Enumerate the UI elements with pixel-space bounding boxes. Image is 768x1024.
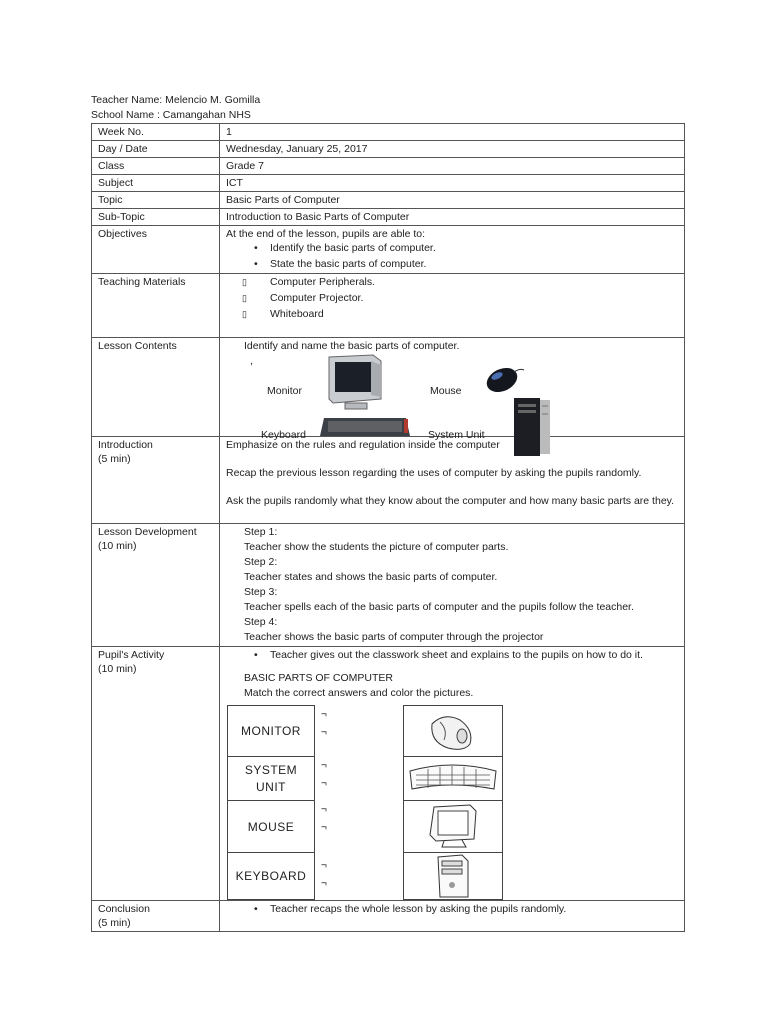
picture-cell	[404, 853, 503, 900]
mouse-image	[482, 358, 526, 396]
lesson-contents-figure	[220, 338, 684, 441]
label-keyboard: Keyboard	[261, 429, 306, 441]
introduction-p3: Ask the pupils randomly what they know about the computer and how many basic parts are they.	[226, 495, 675, 507]
matching-table	[227, 705, 503, 900]
conclusion-label: Conclusion	[98, 903, 150, 915]
date-label: Day / Date	[92, 141, 220, 158]
match-mark: ¬	[321, 777, 327, 789]
term-system-unit: SYSTEM UNIT	[228, 757, 315, 801]
development-line: Step 3:	[244, 586, 278, 598]
subtopic-value: Introduction to Basic Parts of Computer	[220, 209, 685, 226]
introduction-label: Introduction	[98, 439, 153, 451]
date-value: Wednesday, January 25, 2017	[220, 141, 685, 158]
materials-label: Teaching Materials	[92, 274, 220, 338]
match-mark: ¬	[321, 821, 327, 833]
development-line: Teacher show the students the picture of computer parts.	[244, 541, 509, 553]
introduction-time: (5 min)	[98, 453, 131, 465]
objectives-label: Objectives	[92, 226, 220, 274]
label-mouse: Mouse	[430, 385, 462, 397]
school-name: School Name : Camangahan NHS	[91, 109, 251, 121]
match-mark: ¬	[321, 759, 327, 771]
keyboard-image	[320, 416, 410, 438]
conclusion-bullet: • Teacher recaps the whole lesson by asking the pupils randomly.	[226, 902, 678, 916]
term-mouse: MOUSE	[228, 801, 315, 853]
monitor-image	[323, 353, 385, 413]
row-materials	[92, 274, 685, 338]
match-mark: ¬	[321, 708, 327, 720]
class-label: Class	[92, 158, 220, 175]
row-development	[92, 524, 685, 647]
activity-label: Pupil's Activity	[98, 649, 165, 661]
row-date	[92, 141, 685, 158]
objective-item: • State the basic parts of computer.	[226, 257, 678, 271]
match-mark: ¬	[321, 877, 327, 889]
material-item: ▯ Computer Projector.	[226, 291, 678, 305]
introduction-p2: Recap the previous lesson regarding the uses of computer by asking the pupils randomly.	[226, 467, 642, 479]
lesson-contents-text: Identify and name the basic parts of computer.	[244, 340, 460, 352]
development-time: (10 min)	[98, 540, 137, 552]
teacher-name: Teacher Name: Melencio M. Gomilla	[91, 94, 261, 106]
monitor-drawing	[404, 801, 502, 851]
objective-item: • Identify the basic parts of computer.	[226, 241, 678, 255]
development-line: Step 1:	[244, 526, 278, 538]
activity-list	[226, 648, 678, 662]
row-objectives	[92, 226, 685, 274]
development-line: Teacher spells each of the basic parts of computer and the pupils follow the teacher.	[244, 601, 634, 613]
match-mark: ¬	[321, 803, 327, 815]
term-keyboard: KEYBOARD	[228, 853, 315, 900]
lesson-plan-table	[91, 123, 685, 932]
row-introduction	[92, 437, 685, 524]
picture-cell	[404, 706, 503, 757]
objectives-list	[226, 241, 678, 271]
row-conclusion	[92, 901, 685, 932]
match-mark: ¬	[321, 859, 327, 871]
row-activity	[92, 647, 685, 901]
subject-label: Subject	[92, 175, 220, 192]
material-item: ▯ Whiteboard	[226, 307, 678, 321]
term-monitor: MONITOR	[228, 706, 315, 757]
row-topic	[92, 192, 685, 209]
topic-label: Topic	[92, 192, 220, 209]
class-value: Grade 7	[220, 158, 685, 175]
stray-mark: ,	[250, 355, 253, 367]
activity-title: BASIC PARTS OF COMPUTER	[244, 672, 393, 684]
row-subtopic	[92, 209, 685, 226]
development-line: Step 2:	[244, 556, 278, 568]
materials-list	[226, 275, 678, 321]
development-line: Teacher shows the basic parts of computer through the projector	[244, 631, 544, 643]
activity-instruction: Match the correct answers and color the pictures.	[244, 687, 474, 699]
introduction-p1: Emphasize on the rules and regulation inside the computer	[226, 439, 500, 451]
system-unit-drawing	[404, 853, 502, 899]
label-monitor: Monitor	[267, 385, 303, 397]
mouse-drawing	[404, 706, 502, 756]
row-class	[92, 158, 685, 175]
lesson-contents-label: Lesson Contents	[92, 338, 220, 437]
development-line: Step 4:	[244, 616, 278, 628]
row-week	[92, 124, 685, 141]
picture-cell	[404, 757, 503, 801]
week-label: Week No.	[92, 124, 220, 141]
subject-value: ICT	[220, 175, 685, 192]
row-subject	[92, 175, 685, 192]
match-mark: ¬	[321, 726, 327, 738]
development-line: Teacher states and shows the basic parts of computer.	[244, 571, 498, 583]
conclusion-list	[226, 902, 678, 916]
objectives-intro: At the end of the lesson, pupils are able to:	[226, 228, 426, 240]
topic-value: Basic Parts of Computer	[220, 192, 685, 209]
development-label: Lesson Development	[98, 526, 197, 538]
picture-cell	[404, 801, 503, 853]
week-value: 1	[220, 124, 685, 141]
conclusion-time: (5 min)	[98, 917, 131, 929]
material-item: ▯ Computer Peripherals.	[226, 275, 678, 289]
activity-bullet: • Teacher gives out the classwork sheet and explains to the pupils on how to do it.	[226, 648, 678, 662]
keyboard-drawing	[404, 757, 502, 799]
subtopic-label: Sub-Topic	[92, 209, 220, 226]
system-unit-image	[508, 396, 554, 458]
row-lesson-contents	[92, 338, 685, 437]
activity-time: (10 min)	[98, 663, 137, 675]
label-system-unit: System Unit	[428, 429, 485, 441]
